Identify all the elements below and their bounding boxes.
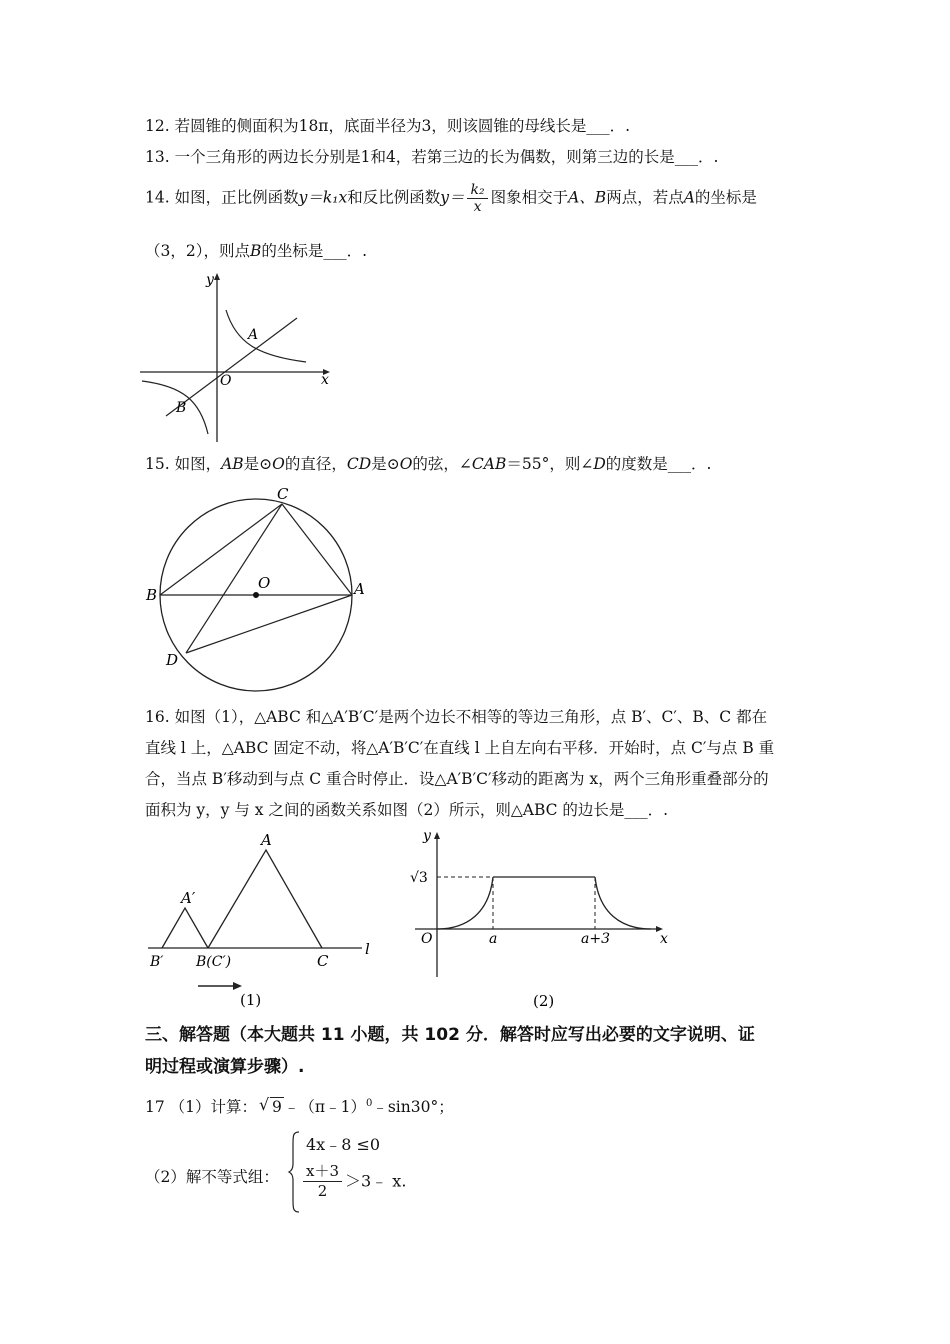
q16-label-c: C [317, 952, 329, 970]
q15-t-a: 15. 如图， [145, 455, 222, 473]
q14-text-2: 和反比例函数 [347, 188, 441, 207]
question-14-line-2 [145, 240, 367, 262]
q15-t-b: AB [221, 455, 244, 473]
q15-t-g: 是⊙ [371, 455, 400, 473]
q16-f2-label-sqrt3: √3 [410, 870, 428, 886]
q14-line2-c: 的坐标是___．. [261, 242, 368, 260]
q14-hyperbola-upper [226, 310, 306, 362]
q15-t-l: D [593, 455, 606, 473]
q14-formula-2-lhs: y＝ [440, 188, 465, 207]
q17-ineq2-rhs: ＞3﹣ x [345, 1171, 402, 1191]
question-16-line-1: 16. 如图（1），△ABC 和△A′B′C′是两个边长不相等的等边三角形，点 B′、C′、B、C 都在 [145, 708, 768, 726]
q16-label-a-prime: A′ [181, 889, 196, 907]
q16-f2-label-y: y [423, 828, 431, 844]
q16-figure-1 [140, 830, 390, 1015]
q14-label-o: O [220, 373, 232, 389]
q15-t-k: ＝55°，则∠ [506, 455, 594, 473]
section-3-heading-line-2: 明过程或演算步骤）. [145, 1057, 305, 1077]
question-14 [145, 182, 757, 215]
q15-label-d: D [166, 651, 179, 669]
q16-label-l: l [365, 940, 370, 958]
q15-label-c: C [277, 485, 289, 503]
q17-inequality-1: 4x﹣8 ≤0 [306, 1135, 381, 1154]
q14-label-a: A [248, 327, 259, 343]
question-16-line-4: 面积为 y，y 与 x 之间的函数关系如图（2）所示，则△ABC 的边长是___．. [145, 801, 669, 819]
q14-text-3b: A、B [568, 188, 607, 207]
q16-caption-2: (2) [533, 992, 555, 1010]
q14-text-3d: A [683, 188, 695, 207]
q15-label-o: O [258, 574, 271, 592]
q17-exp-0: 0 [365, 1098, 373, 1109]
q15-t-e: 的直径， [284, 455, 347, 473]
q16-f2-label-o: O [421, 931, 433, 947]
q14-figure [140, 268, 340, 446]
q17-p1-text-c: ﹣sin30°； [372, 1098, 454, 1116]
q15-chord-ca [282, 504, 352, 595]
q17-sqrt [259, 1096, 284, 1118]
q17-end: . [401, 1171, 407, 1191]
q16-f2-label-a: a [489, 931, 498, 947]
question-17-part-1 [145, 1093, 454, 1118]
question-16-line-3: 合，当点 B′移动到与点 C 重合时停止．设△A′B′C′移动的距离为 x，两个三角形重叠部分的 [145, 770, 769, 788]
q14-formula-1: y＝k₁x [298, 188, 348, 207]
q15-t-f: CD [346, 455, 372, 473]
q14-frac-den: x [473, 199, 482, 215]
q14-text-3c: 两点，若点 [606, 188, 684, 207]
q14-label-y: y [206, 272, 214, 288]
question-12: 12. 若圆锥的侧面积为18π，底面半径为3，则该圆锥的母线长是___．. [145, 117, 631, 135]
q15-t-i: 的弦，∠ [412, 455, 472, 473]
q16-f2-y-arrow [434, 832, 440, 839]
q17-sqrt-sign: √ [259, 1095, 270, 1114]
q14-text-3: 图象相交于 [490, 188, 569, 207]
q15-t-h: O [399, 455, 413, 473]
q14-fraction [467, 182, 487, 215]
q17-sqrt-arg: 9 [272, 1098, 282, 1116]
q14-line2-b: B [249, 242, 262, 260]
q15-label-a: A [354, 580, 365, 598]
q17-ineq2-num: x＋3 [303, 1162, 342, 1182]
q17-p1-text-b: ﹣（π﹣1） [283, 1098, 366, 1116]
q16-f2-curve-fall [595, 877, 651, 929]
q14-line2-a: （3，2），则点 [145, 242, 250, 260]
q17-ineq2-fraction [303, 1162, 342, 1201]
q14-y-arrow [214, 273, 220, 280]
q16-f2-label-x: x [660, 931, 668, 947]
q15-label-b: B [146, 586, 158, 604]
q16-label-bc: B(C′) [196, 954, 232, 970]
q16-triangle-small [162, 908, 208, 948]
q14-text-1: 14. 如图，正比例函数 [145, 188, 299, 207]
question-16-line-2: 直线 l 上，△ABC 固定不动，将△A′B′C′在直线 l 上自左向右平移．开始时，点 C′与点 B 重 [145, 739, 775, 757]
q17-inequality-2 [300, 1162, 406, 1201]
q16-figure-2 [405, 825, 680, 1015]
q14-label-x: x [321, 372, 329, 388]
q17-p1-text: 17 （1）计算： [145, 1098, 258, 1116]
q15-t-j: CAB [471, 455, 507, 473]
section-3-heading-line-1: 三、解答题（本大题共 11 小题，共 102 分．解答时应写出必要的文字说明、证 [145, 1025, 755, 1045]
q16-f2-curve-rise [437, 877, 493, 929]
q16-label-b-prime: B′ [150, 954, 164, 970]
q15-chord-da [186, 595, 352, 653]
q14-frac-num: k₂ [467, 182, 487, 199]
q16-caption-1: (1) [240, 991, 262, 1009]
q14-label-b: B [176, 400, 187, 416]
q16-f2-label-a3: a+3 [581, 931, 610, 947]
q15-center-dot [253, 592, 259, 598]
q16-move-arrowhead [233, 982, 242, 990]
q16-triangle-large [208, 850, 322, 948]
q14-hyperbola-lower [142, 381, 208, 434]
q15-t-d: O [272, 455, 285, 473]
q15-figure [140, 484, 380, 699]
q17-brace-path [289, 1132, 299, 1212]
question-15 [145, 453, 711, 475]
question-17-part-2-label: （2）解不等式组： [145, 1168, 279, 1186]
q15-t-m: 的度数是___．. [605, 455, 712, 473]
q17-ineq2-den: 2 [317, 1182, 328, 1200]
question-13: 13. 一个三角形的两边长分别是1和4，若第三边的长为偶数，则第三边的长是___．. [145, 148, 719, 166]
q14-text-3e: 的坐标是 [694, 188, 757, 207]
q16-label-a: A [261, 831, 272, 849]
q15-t-c: 是⊙ [243, 455, 273, 473]
